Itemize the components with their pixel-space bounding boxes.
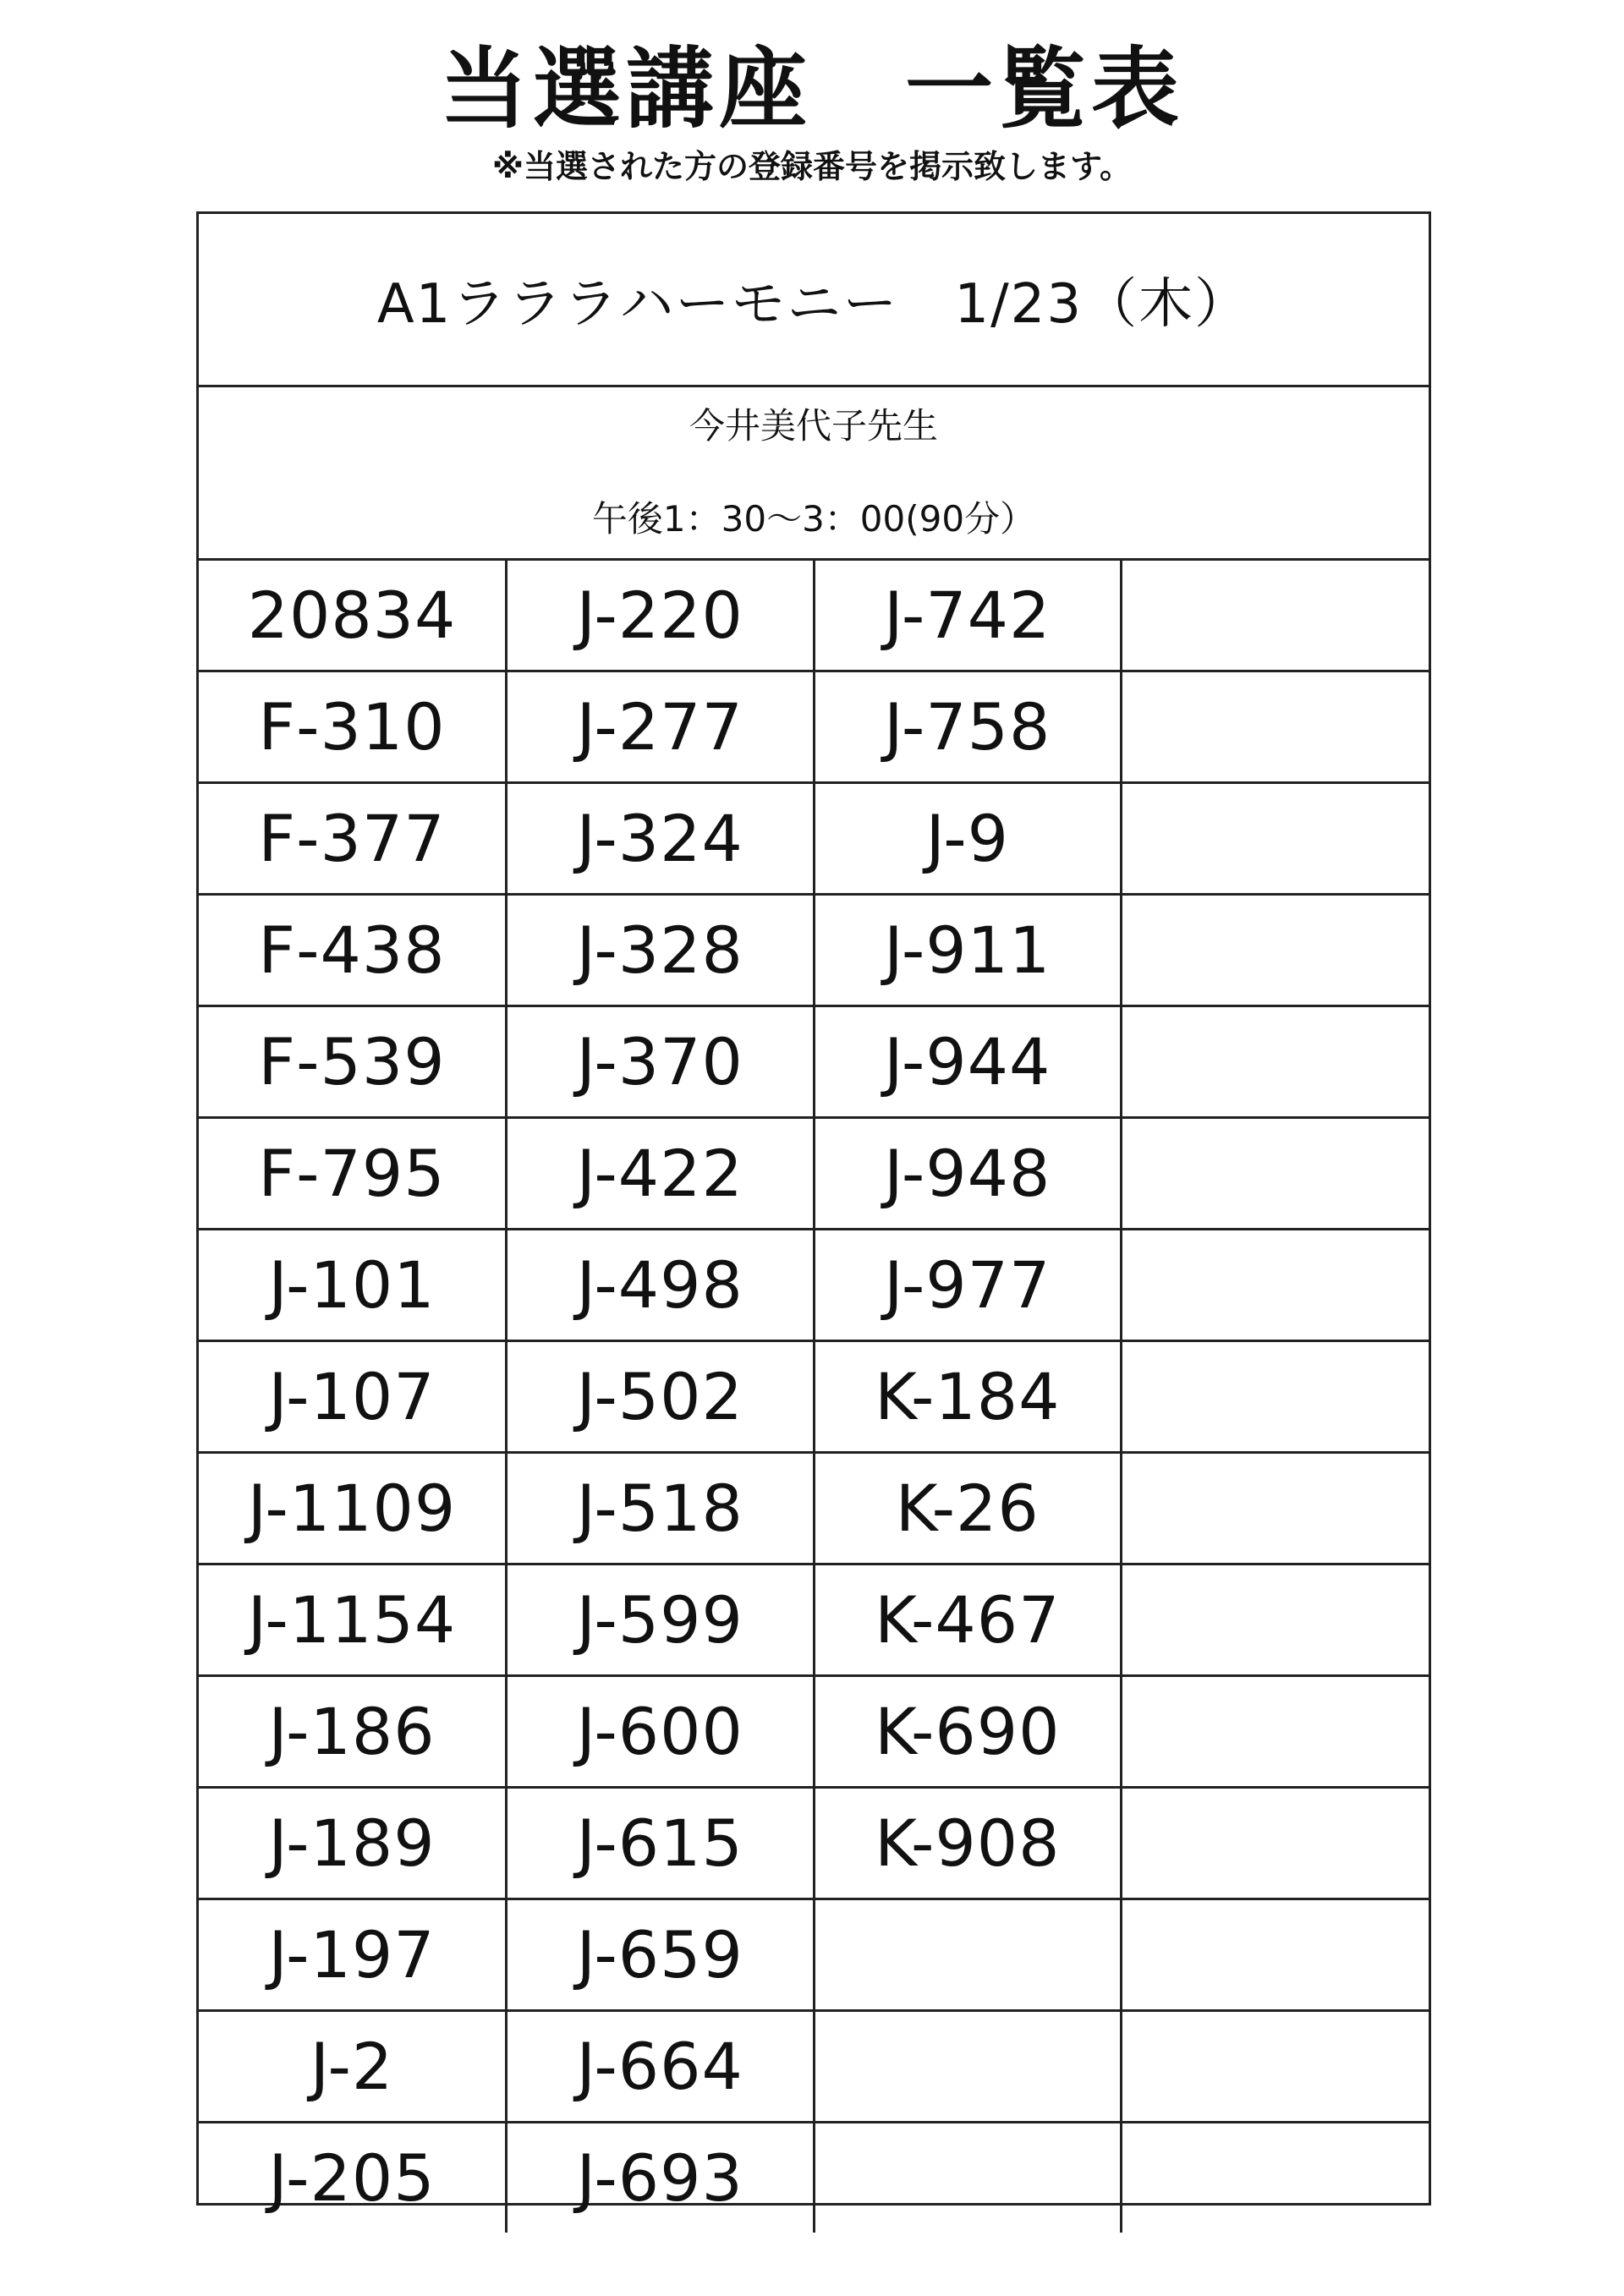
registration-number-cell: F-310 bbox=[199, 671, 507, 783]
registration-number-cell: J-498 bbox=[507, 1230, 815, 1341]
registration-number-cell: J-664 bbox=[507, 2011, 815, 2123]
registration-number-cell: J-220 bbox=[507, 561, 815, 671]
registration-number-cell: K-690 bbox=[814, 1676, 1122, 1788]
registration-number-cell bbox=[814, 2123, 1122, 2233]
table-row bbox=[199, 671, 1429, 783]
registration-number-cell: J-370 bbox=[507, 1006, 815, 1118]
course-title: A1ラララハーモニー 1/23（木） bbox=[199, 214, 1429, 387]
registration-number-cell: F-539 bbox=[199, 1006, 507, 1118]
registration-number-cell bbox=[1122, 895, 1429, 1006]
table-row bbox=[199, 1341, 1429, 1453]
registration-number-cell: J-948 bbox=[814, 1118, 1122, 1230]
page-title: 当選講座 一覧表 bbox=[439, 37, 1184, 140]
table-row bbox=[199, 1230, 1429, 1341]
table-row bbox=[199, 1788, 1429, 1899]
table-row bbox=[199, 783, 1429, 895]
registration-number-cell bbox=[1122, 561, 1429, 671]
registration-number-cell: F-438 bbox=[199, 895, 507, 1006]
registration-number-cell: J-615 bbox=[507, 1788, 815, 1899]
registration-number-cell: K-467 bbox=[814, 1564, 1122, 1676]
registration-number-cell bbox=[1122, 1230, 1429, 1341]
registration-number-cell bbox=[814, 2011, 1122, 2123]
registration-number-cell: J-600 bbox=[507, 1676, 815, 1788]
registration-number-cell: J-659 bbox=[507, 1899, 815, 2011]
registration-number-cell: J-189 bbox=[199, 1788, 507, 1899]
registration-number-cell bbox=[1122, 671, 1429, 783]
registration-number-cell bbox=[1122, 2011, 1429, 2123]
course-info bbox=[199, 387, 1429, 561]
registration-number-cell: J-197 bbox=[199, 1899, 507, 2011]
registration-number-cell: F-377 bbox=[199, 783, 507, 895]
registration-number-cell: J-328 bbox=[507, 895, 815, 1006]
registration-number-cell: K-26 bbox=[814, 1453, 1122, 1564]
table-row bbox=[199, 1676, 1429, 1788]
registration-number-table bbox=[199, 561, 1429, 2233]
registration-number-cell: J-422 bbox=[507, 1118, 815, 1230]
registration-number-cell: J-2 bbox=[199, 2011, 507, 2123]
registration-number-cell bbox=[1122, 1899, 1429, 2011]
table-row bbox=[199, 1006, 1429, 1118]
registration-number-cell bbox=[1122, 1788, 1429, 1899]
registration-number-cell: J-1109 bbox=[199, 1453, 507, 1564]
registration-number-cell bbox=[1122, 2123, 1429, 2233]
registration-number-cell bbox=[1122, 1676, 1429, 1788]
table-row bbox=[199, 561, 1429, 671]
registration-number-cell: K-908 bbox=[814, 1788, 1122, 1899]
registration-number-cell bbox=[814, 1899, 1122, 2011]
registration-number-cell: J-693 bbox=[507, 2123, 815, 2233]
notice-text: ※当選された方の登録番号を掲示致します。 bbox=[492, 148, 1132, 185]
registration-number-cell: J-502 bbox=[507, 1341, 815, 1453]
registration-number-cell: 20834 bbox=[199, 561, 507, 671]
winners-sheet bbox=[196, 211, 1431, 2216]
course-time: 午後1：30～3：00(90分） bbox=[591, 498, 1036, 540]
table-row bbox=[199, 1899, 1429, 2011]
registration-number-cell: J-911 bbox=[814, 895, 1122, 1006]
registration-number-cell: J-186 bbox=[199, 1676, 507, 1788]
registration-number-cell: J-599 bbox=[507, 1564, 815, 1676]
registration-number-cell: J-107 bbox=[199, 1341, 507, 1453]
registration-number-cell bbox=[1122, 1006, 1429, 1118]
registration-number-cell: J-101 bbox=[199, 1230, 507, 1341]
table-row bbox=[199, 2123, 1429, 2233]
teacher-name: 今井美代子先生 bbox=[689, 405, 938, 447]
table-row bbox=[199, 1453, 1429, 1564]
table-row bbox=[199, 1564, 1429, 1676]
registration-number-cell: J-1154 bbox=[199, 1564, 507, 1676]
registration-number-cell: J-205 bbox=[199, 2123, 507, 2233]
registration-number-cell: F-795 bbox=[199, 1118, 507, 1230]
registration-number-cell: K-184 bbox=[814, 1341, 1122, 1453]
registration-number-cell: J-9 bbox=[814, 783, 1122, 895]
registration-number-cell: J-518 bbox=[507, 1453, 815, 1564]
table-row bbox=[199, 2011, 1429, 2123]
registration-number-cell bbox=[1122, 1118, 1429, 1230]
registration-number-cell: J-758 bbox=[814, 671, 1122, 783]
table-row bbox=[199, 1118, 1429, 1230]
registration-number-cell bbox=[1122, 1453, 1429, 1564]
registration-number-cell bbox=[1122, 1341, 1429, 1453]
registration-number-cell: J-944 bbox=[814, 1006, 1122, 1118]
registration-number-cell bbox=[1122, 783, 1429, 895]
table-row bbox=[199, 895, 1429, 1006]
registration-number-cell: J-277 bbox=[507, 671, 815, 783]
registration-number-cell: J-742 bbox=[814, 561, 1122, 671]
registration-number-cell bbox=[1122, 1564, 1429, 1676]
registration-number-cell: J-977 bbox=[814, 1230, 1122, 1341]
registration-number-cell: J-324 bbox=[507, 783, 815, 895]
